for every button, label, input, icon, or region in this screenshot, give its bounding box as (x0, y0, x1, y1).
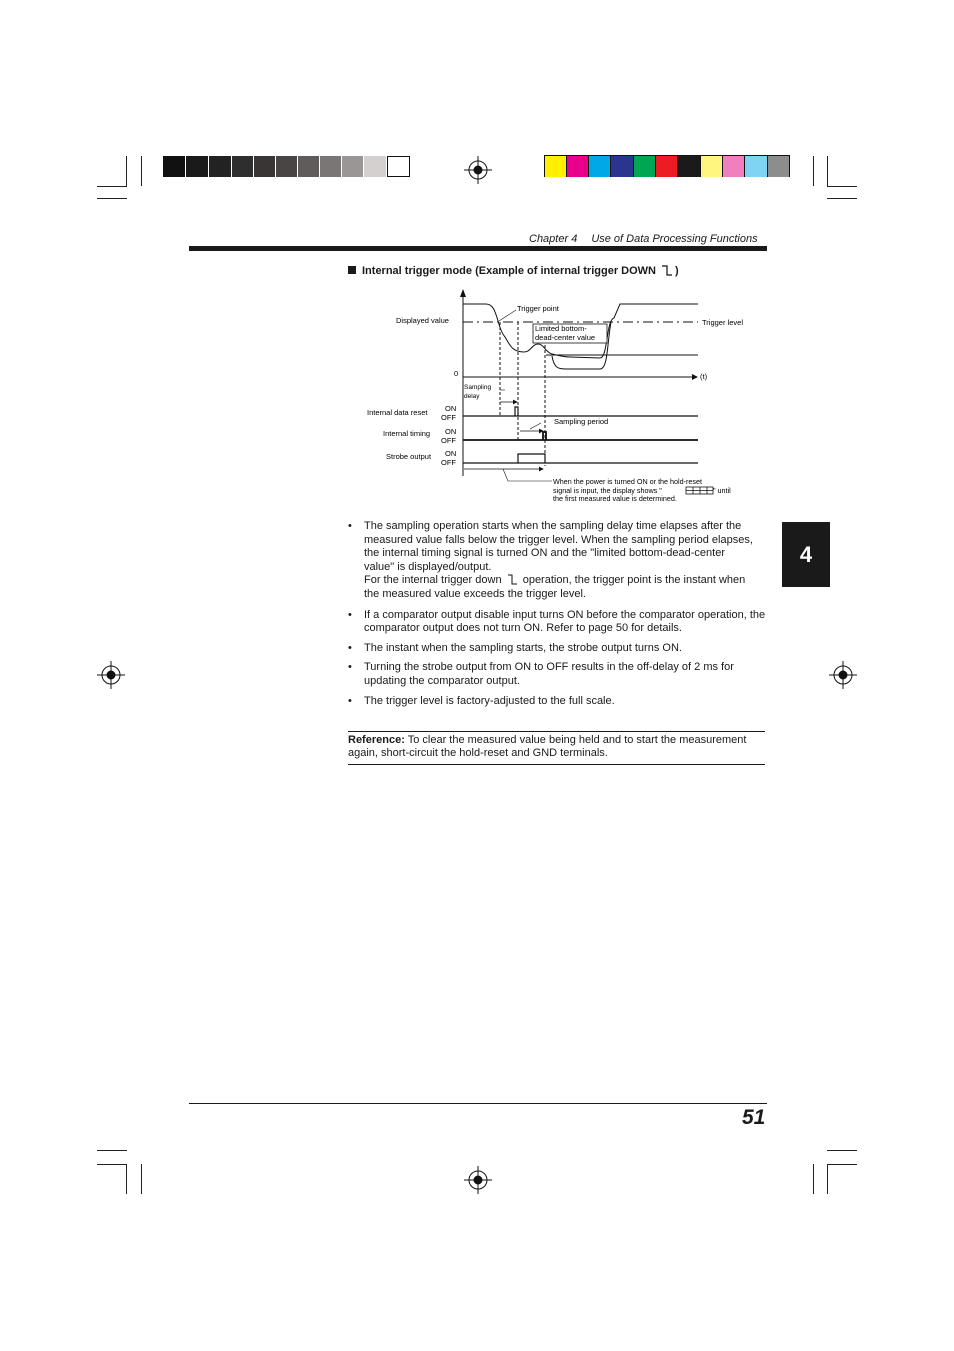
bullet-dot: • (348, 661, 352, 674)
value-axes (463, 291, 697, 476)
header-rule (189, 246, 767, 251)
gray-swatch (320, 156, 341, 177)
color-swatch (678, 156, 700, 177)
bullet-dot: • (348, 520, 352, 532)
reference-note (348, 731, 765, 765)
trigger-down-symbol-icon (661, 265, 673, 276)
note-line-1: When the power is turned ON or the hold-reset (553, 477, 703, 486)
list-item (348, 642, 766, 656)
gray-swatch (342, 156, 363, 177)
list-item (348, 520, 766, 602)
timing-off-label: OFF (441, 436, 456, 445)
bullet-text: Turning the strobe output from ON to OFF results in the off-delay of 2 ms for updating the comparator output. (364, 661, 734, 687)
bullet-line: measured value falls below the trigger level. When the sampling period elapses, (364, 533, 753, 546)
bullet-extra-after: operation, the trigger point is the instant when (522, 574, 746, 587)
bullet-list (348, 520, 766, 714)
page-number: 51 (742, 1106, 766, 1129)
timing-on-label: ON (445, 427, 457, 436)
reset-on-label: ON (445, 404, 457, 413)
strobe-off-label: OFF (441, 458, 456, 467)
bullet-text: The instant when the sampling starts, the strobe output turns ON. (364, 641, 682, 654)
limited-value-label-1: Limited bottom- (535, 324, 587, 333)
footer-rule (189, 1103, 767, 1104)
delay-label: delay (464, 393, 480, 400)
gray-swatch (364, 156, 386, 177)
trigger-point-leader (499, 310, 516, 321)
color-swatch (634, 156, 655, 177)
running-header (529, 233, 758, 245)
sampling-period-leader (530, 423, 541, 429)
header-title: Use of Data Processing Functions (591, 233, 758, 245)
internal-data-reset-signal (463, 407, 698, 416)
zero-label: 0 (454, 369, 459, 378)
gray-swatch (186, 156, 208, 177)
chapter-tab: 4 (782, 522, 830, 587)
bullet-line: value" is displayed/output. (364, 560, 492, 573)
note-line-3: the first measured value is determined. (553, 494, 677, 503)
color-swatch (589, 156, 610, 177)
strobe-output-signal (463, 454, 698, 463)
internal-timing-label: Internal timing (383, 429, 431, 438)
section-heading (348, 265, 679, 277)
color-swatch (611, 156, 633, 177)
registration-target-icon (97, 661, 125, 689)
registration-target-icon (829, 661, 857, 689)
displayed-value-label: Displayed value (396, 316, 449, 325)
section-heading-text: Internal trigger mode (Example of internal trigger DOWN (362, 265, 656, 277)
strobe-output-label: Strobe output (386, 452, 432, 461)
bullet-line: the internal timing signal is turned ON and the "limited bottom-dead-center (364, 547, 725, 560)
gray-swatch (163, 156, 185, 177)
internal-data-reset-label: Internal data reset (367, 408, 428, 417)
trigger-down-symbol-icon (507, 574, 518, 585)
color-swatch (567, 156, 588, 177)
note-leader (503, 469, 552, 481)
bullet-dot: • (348, 641, 352, 654)
gray-swatch (254, 156, 275, 177)
registration-target-icon (464, 156, 492, 184)
timing-diagram (360, 285, 760, 510)
gray-swatch (276, 156, 297, 177)
display-blank-icon (686, 487, 713, 494)
square-bullet-icon (348, 266, 356, 274)
time-label: (t) (700, 372, 708, 381)
reset-off-label: OFF (441, 413, 456, 422)
bullet-extra-before: For the internal trigger down (364, 574, 502, 587)
bullet-line: The sampling operation starts when the sampling delay time elapses after the (364, 520, 742, 532)
color-swatch (768, 156, 789, 177)
header-chapter: Chapter 4 (529, 233, 578, 245)
bullet-text: If a comparator output disable input turns ON before the comparator operation, the comparator output does not turn ON. Refer to page 50 for details. (364, 608, 766, 635)
color-swatch (701, 156, 722, 177)
internal-timing-signal (463, 432, 698, 440)
gray-swatch (209, 156, 231, 177)
bullet-dot: • (348, 608, 352, 621)
color-swatch (656, 156, 677, 177)
gray-swatch (387, 156, 410, 177)
trigger-level-label: Trigger level (702, 318, 743, 327)
sampling-period-label: Sampling period (554, 417, 609, 426)
note-line-2b: " until (713, 486, 731, 495)
reference-label: Reference: (348, 734, 405, 746)
trigger-point-label: Trigger point (517, 304, 559, 313)
gray-swatch (232, 156, 253, 177)
gray-swatch (298, 156, 319, 177)
bullet-line: the measured value exceeds the trigger level. (364, 587, 586, 600)
limited-value-label-2: dead-center value (535, 333, 596, 342)
note-line-2a: signal is input, the display shows " (553, 486, 662, 495)
y-axis-arrow (460, 289, 466, 297)
bullet-dot: • (348, 694, 352, 707)
section-heading-close: ) (675, 265, 679, 277)
list-item (348, 609, 766, 636)
strobe-on-label: ON (445, 449, 457, 458)
registration-target-icon (464, 1166, 492, 1194)
color-swatch (545, 156, 566, 177)
color-swatch (745, 156, 767, 177)
bullet-text: The trigger level is factory-adjusted to the full scale. (364, 694, 615, 707)
list-item (348, 695, 766, 709)
sampling-label: Sampling (464, 384, 492, 391)
bullet-line (364, 574, 766, 588)
color-swatch (723, 156, 744, 177)
list-item (348, 661, 766, 688)
reference-text: To clear the measured value being held and to start the measurement again, short-circuit the hold-reset and GND terminals. (348, 734, 747, 759)
